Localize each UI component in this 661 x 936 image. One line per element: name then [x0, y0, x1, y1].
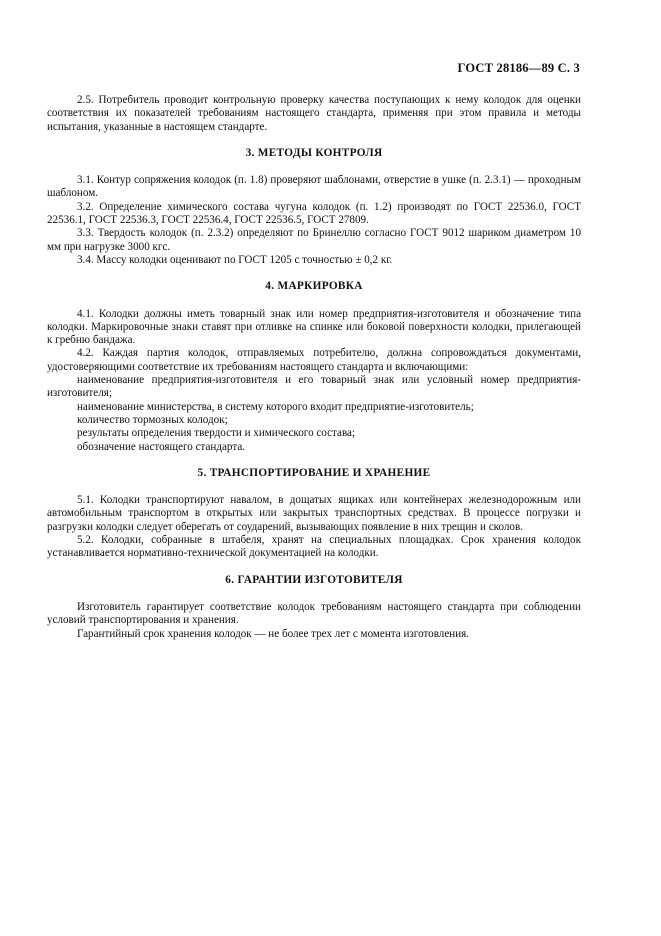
paragraph-5-2: 5.2. Колодки, собранные в штабеля, хранят на специальных площадках. Срок хранения колодок устанавливается нормативно-технической документацией на колодки.	[47, 534, 581, 560]
paragraph-6-1: Изготовитель гарантирует соответствие колодок требованиям настоящего стандарта при соблюдении условий транспортирования и хранения.	[47, 600, 581, 627]
section-5-heading: 5. ТРАНСПОРТИРОВАНИЕ И ХРАНЕНИЕ	[197, 466, 431, 479]
list-item: обозначение настоящего стандарта.	[77, 440, 246, 453]
paragraph-3-3: 3.3. Твердость колодок (п. 2.3.2) определяют по Бринеллю согласно ГОСТ 9012 шариком диаметром 10 мм при нагрузке 3000 кгс.	[47, 227, 581, 253]
paragraph-4-1: 4.1. Колодки должны иметь товарный знак или номер предприятия-изготовителя и обозначение типа колодки. Маркировочные знаки ставят при отливке на спинке или боковой поверхности колодки, прилегающей к гребню бандажа.	[47, 307, 581, 347]
document-body	[47, 94, 581, 641]
paragraph-5-1: 5.1. Колодки транспортируют навалом, в дощатых ящиках или контейнерах железнодорожным или автомобильным транспортом в открытых или закрытых транспортных средствах. В процессе погрузки и разгрузки колодки следует оберегать от соударений, вызывающих появление в них трещин и сколов.	[47, 494, 581, 533]
list-item: результаты определения твердости и химического состава;	[77, 427, 356, 440]
section-4-heading: 4. МАРКИРОВКА	[265, 280, 363, 293]
paragraph-3-2: 3.2. Определение химического состава чугуна колодок (п. 1.2) производят по ГОСТ 22536.0, ГОСТ 22536.1, ГОСТ 22536.3, ГОСТ 22536.4, ГОСТ 22536.5, ГОСТ 27809.	[47, 200, 581, 227]
paragraph-2-5: 2.5. Потребитель проводит контрольную проверку качества поступающих к нему колодок для оценки соответствия их показателей требованиям настоящего стандарта, применяя при этом правила и методы испытания, указанные в настоящем стандарте.	[47, 94, 581, 133]
paragraph-3-1: 3.1. Контур сопряжения колодок (п. 1.8) проверяют шаблонами, отверстие в ушке (п. 2.3.1) — проходным шаблоном.	[47, 174, 581, 200]
page-header: ГОСТ 28186—89 С. 3	[457, 61, 580, 75]
section-6-heading: 6. ГАРАНТИИ ИЗГОТОВИТЕЛЯ	[225, 573, 403, 586]
list-item: наименование предприятия-изготовителя и его товарный знак или условный номер предприятия-изготовителя;	[47, 374, 581, 400]
paragraph-6-2: Гарантийный срок хранения колодок — не более трех лет с момента изготовления.	[77, 627, 470, 640]
list-item: наименование министерства, в систему которого входит предприятие-изготовитель;	[77, 400, 474, 413]
paragraph-3-4: 3.4. Массу колодки оценивают по ГОСТ 1205 с точностью ± 0,2 кг.	[77, 253, 393, 266]
paragraph-4-2: 4.2. Каждая партия колодок, отправляемых потребителю, должна сопровождаться документами, удостоверяющими соответствие их требованиям настоящего стандарта и включающими:	[47, 347, 581, 373]
section-3-heading: 3. МЕТОДЫ КОНТРОЛЯ	[245, 146, 383, 159]
list-item: количество тормозных колодок;	[77, 413, 228, 426]
